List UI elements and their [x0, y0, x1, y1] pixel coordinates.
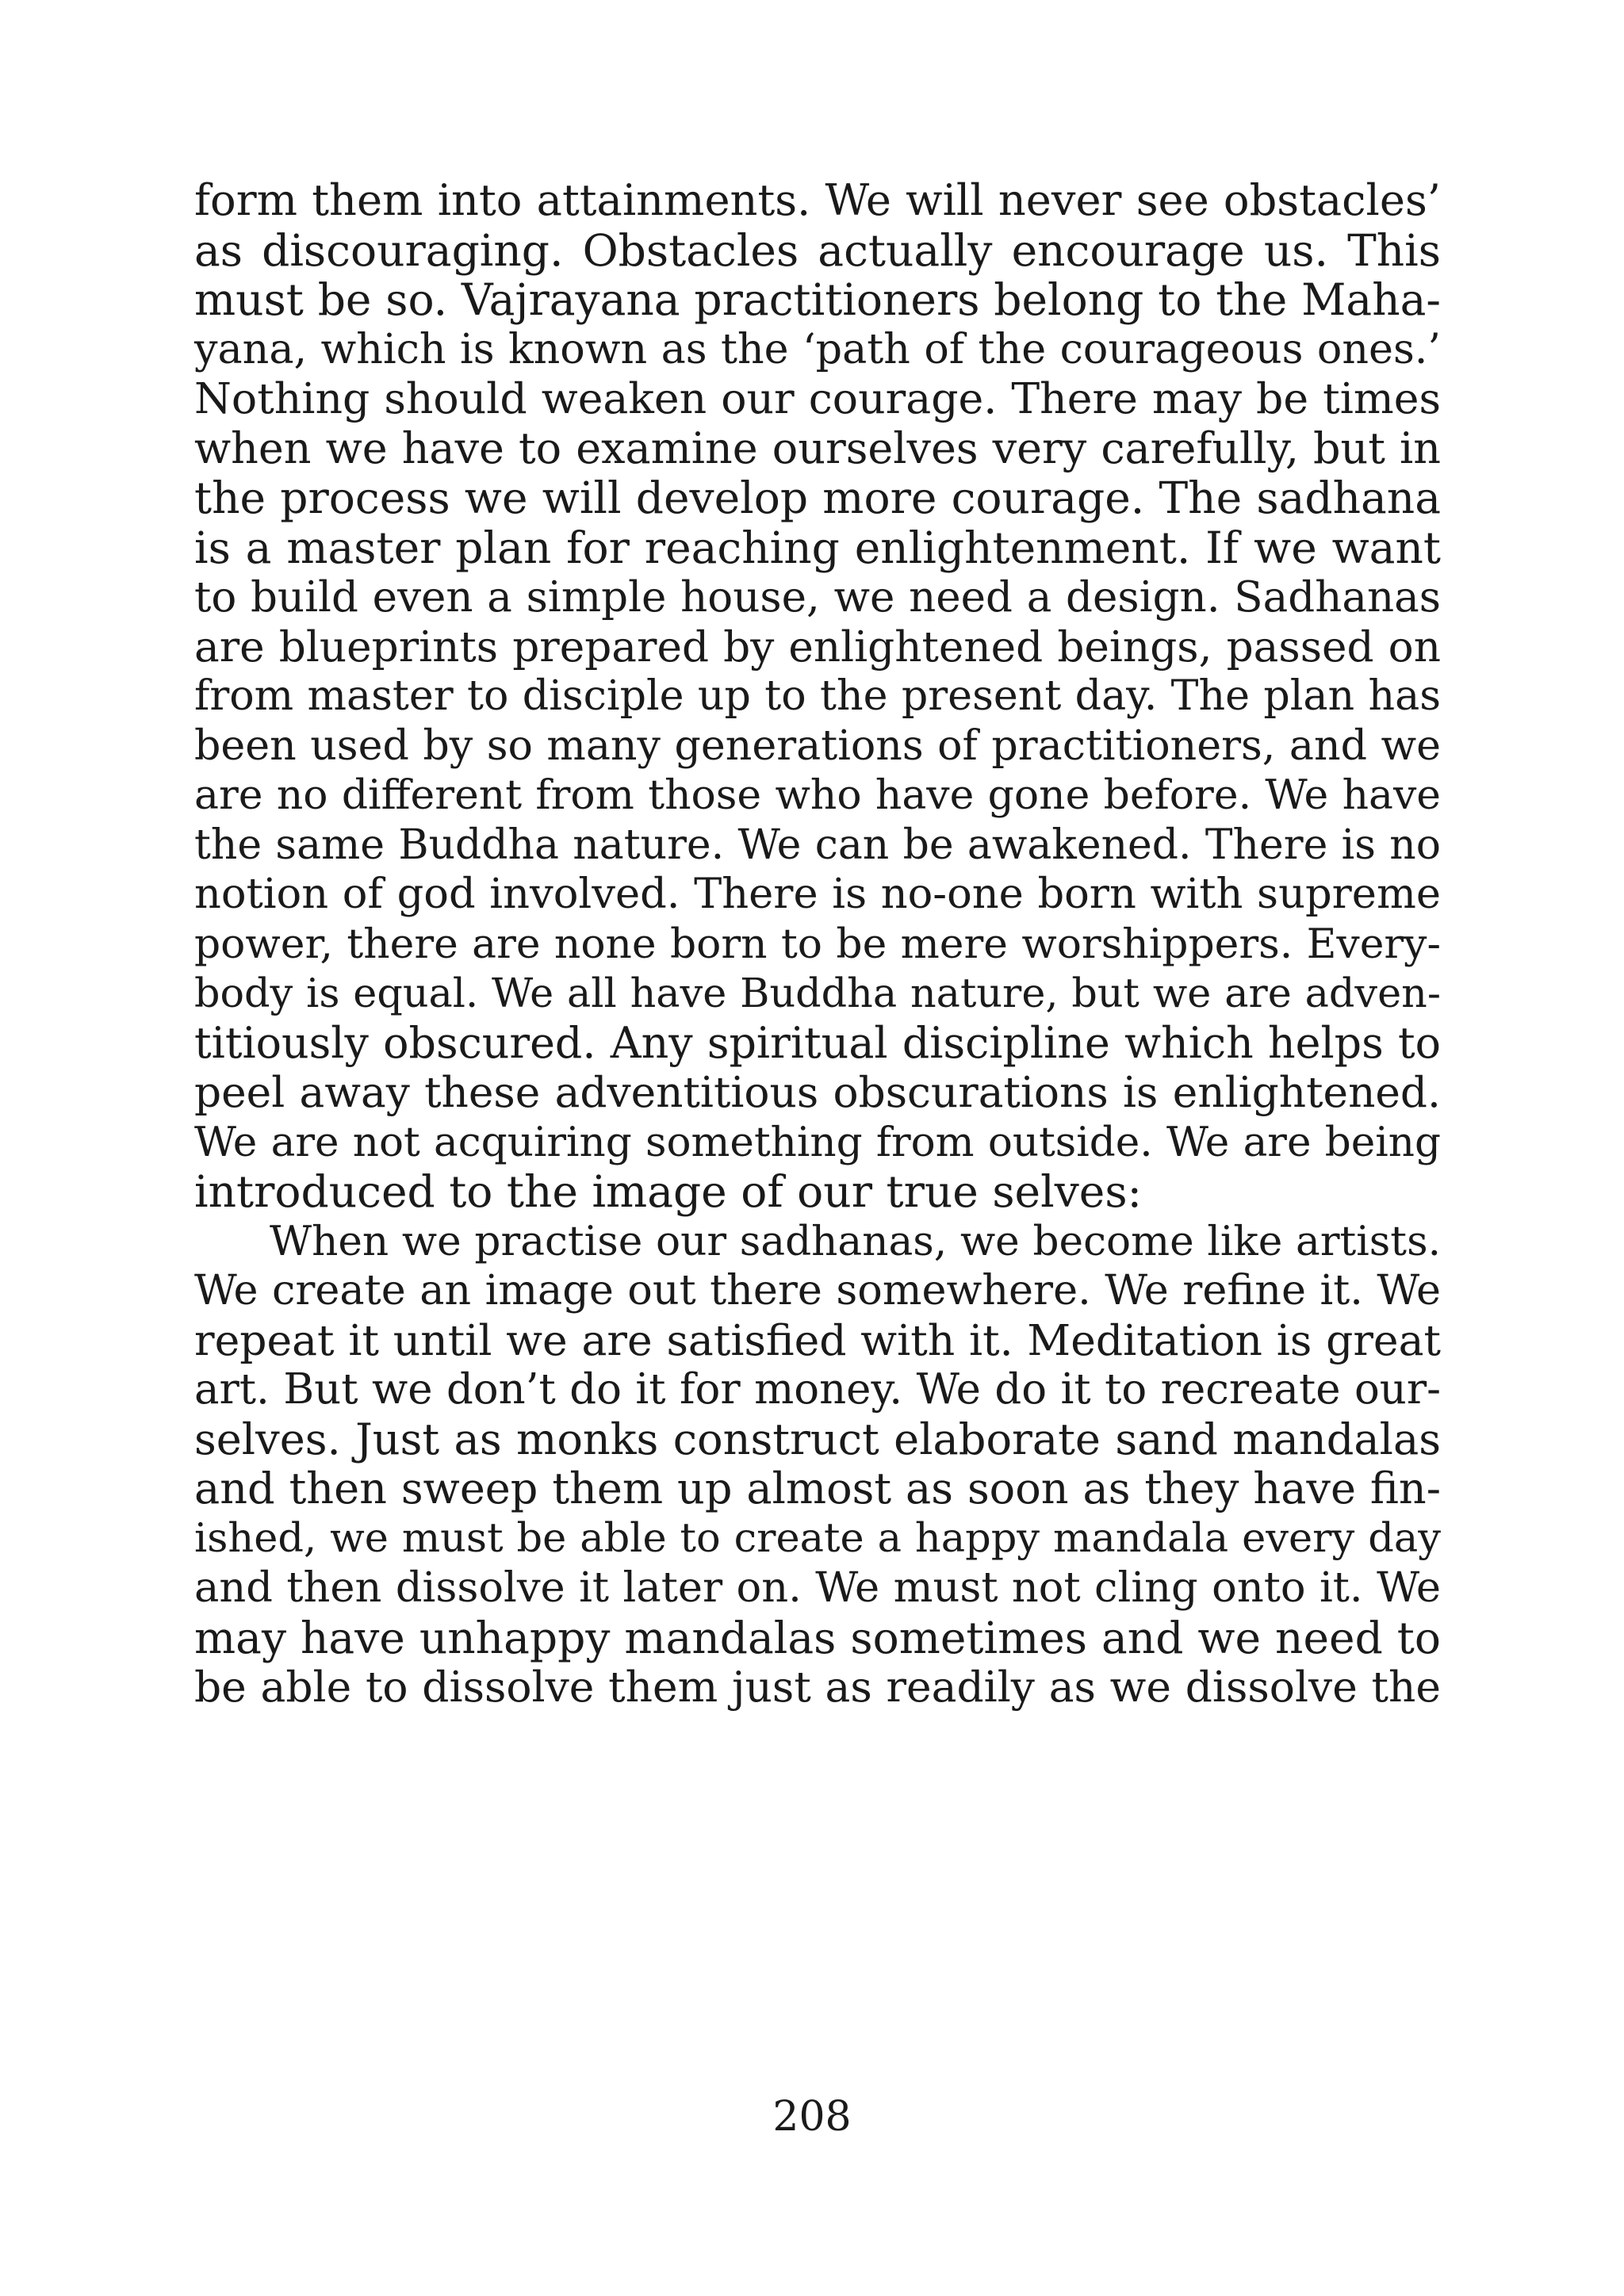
text-line: be able to dissolve them just as readily as we dissolve the — [194, 1662, 1441, 1712]
text-line: art. But we don’t do it for money. We do it to recreate our- — [194, 1365, 1441, 1414]
text-line: when we have to examine ourselves very carefully, but in — [194, 423, 1441, 473]
page-number: 208 — [772, 2093, 852, 2141]
text-line: to build even a simple house, we need a design. Sadhanas — [194, 572, 1441, 622]
text-line: from master to disciple up to the present day. The plan has — [194, 672, 1441, 720]
text-line: are no different from those who have gone before. We have — [194, 771, 1441, 819]
text-line: and then dissolve it later on. We must not cling onto it. We — [194, 1563, 1441, 1612]
text-line: are blueprints prepared by enlightened beings, passed on — [194, 622, 1441, 672]
text-line: yana, which is known as the ‘path of the courageous ones.’ — [194, 324, 1441, 373]
text-line: the same Buddha nature. We can be awakened. There is no — [194, 821, 1441, 869]
text-line: When we practise our sadhanas, we become like artists. — [270, 1217, 1441, 1265]
text-line: titiously obscured. Any spiritual discipline which helps to — [194, 1017, 1441, 1068]
text-line: form them into attainments. We will never see obstacles’ — [194, 175, 1441, 225]
text-line: is a master plan for reaching enlightenment. If we want — [194, 522, 1441, 573]
text-line: must be so. Vajrayana practitioners belong to the Maha- — [194, 274, 1441, 325]
paragraph-2 — [194, 1217, 1441, 1712]
text-line: body is equal. We all have Buddha nature, but we are adven- — [194, 970, 1441, 1016]
text-line: We are not acquiring something from outside. We are being — [194, 1118, 1441, 1166]
text-line: been used by so many generations of practitioners, and we — [194, 721, 1441, 770]
text-line: notion of god involved. There is no-one born with supreme — [194, 870, 1441, 918]
body-text — [194, 176, 1441, 1712]
text-line: We create an image out there somewhere. We refine it. We — [194, 1266, 1441, 1314]
text-line: may have unhappy mandalas sometimes and we need to — [194, 1612, 1441, 1663]
text-line: ished, we must be able to create a happy mandala every day — [194, 1514, 1441, 1562]
text-line: the process we will develop more courage. The sadhana — [194, 473, 1441, 523]
text-line: repeat it until we are satisfied with it. Meditation is great — [194, 1314, 1441, 1365]
text-line: and then sweep them up almost as soon as they have fin- — [194, 1464, 1441, 1513]
text-line: introduced to the image of our true selves: — [194, 1166, 1143, 1217]
text-line: power, there are none born to be mere worshippers. Every- — [194, 920, 1441, 968]
text-line: Nothing should weaken our courage. There may be times — [194, 373, 1441, 423]
text-line: as discouraging. Obstacles actually encourage us. This — [194, 224, 1441, 276]
text-line: selves. Just as monks construct elaborate sand mandalas — [194, 1414, 1441, 1464]
text-line: peel away these adventitious obscurations is enlightened. — [194, 1068, 1441, 1117]
paragraph-1 — [194, 176, 1441, 1217]
